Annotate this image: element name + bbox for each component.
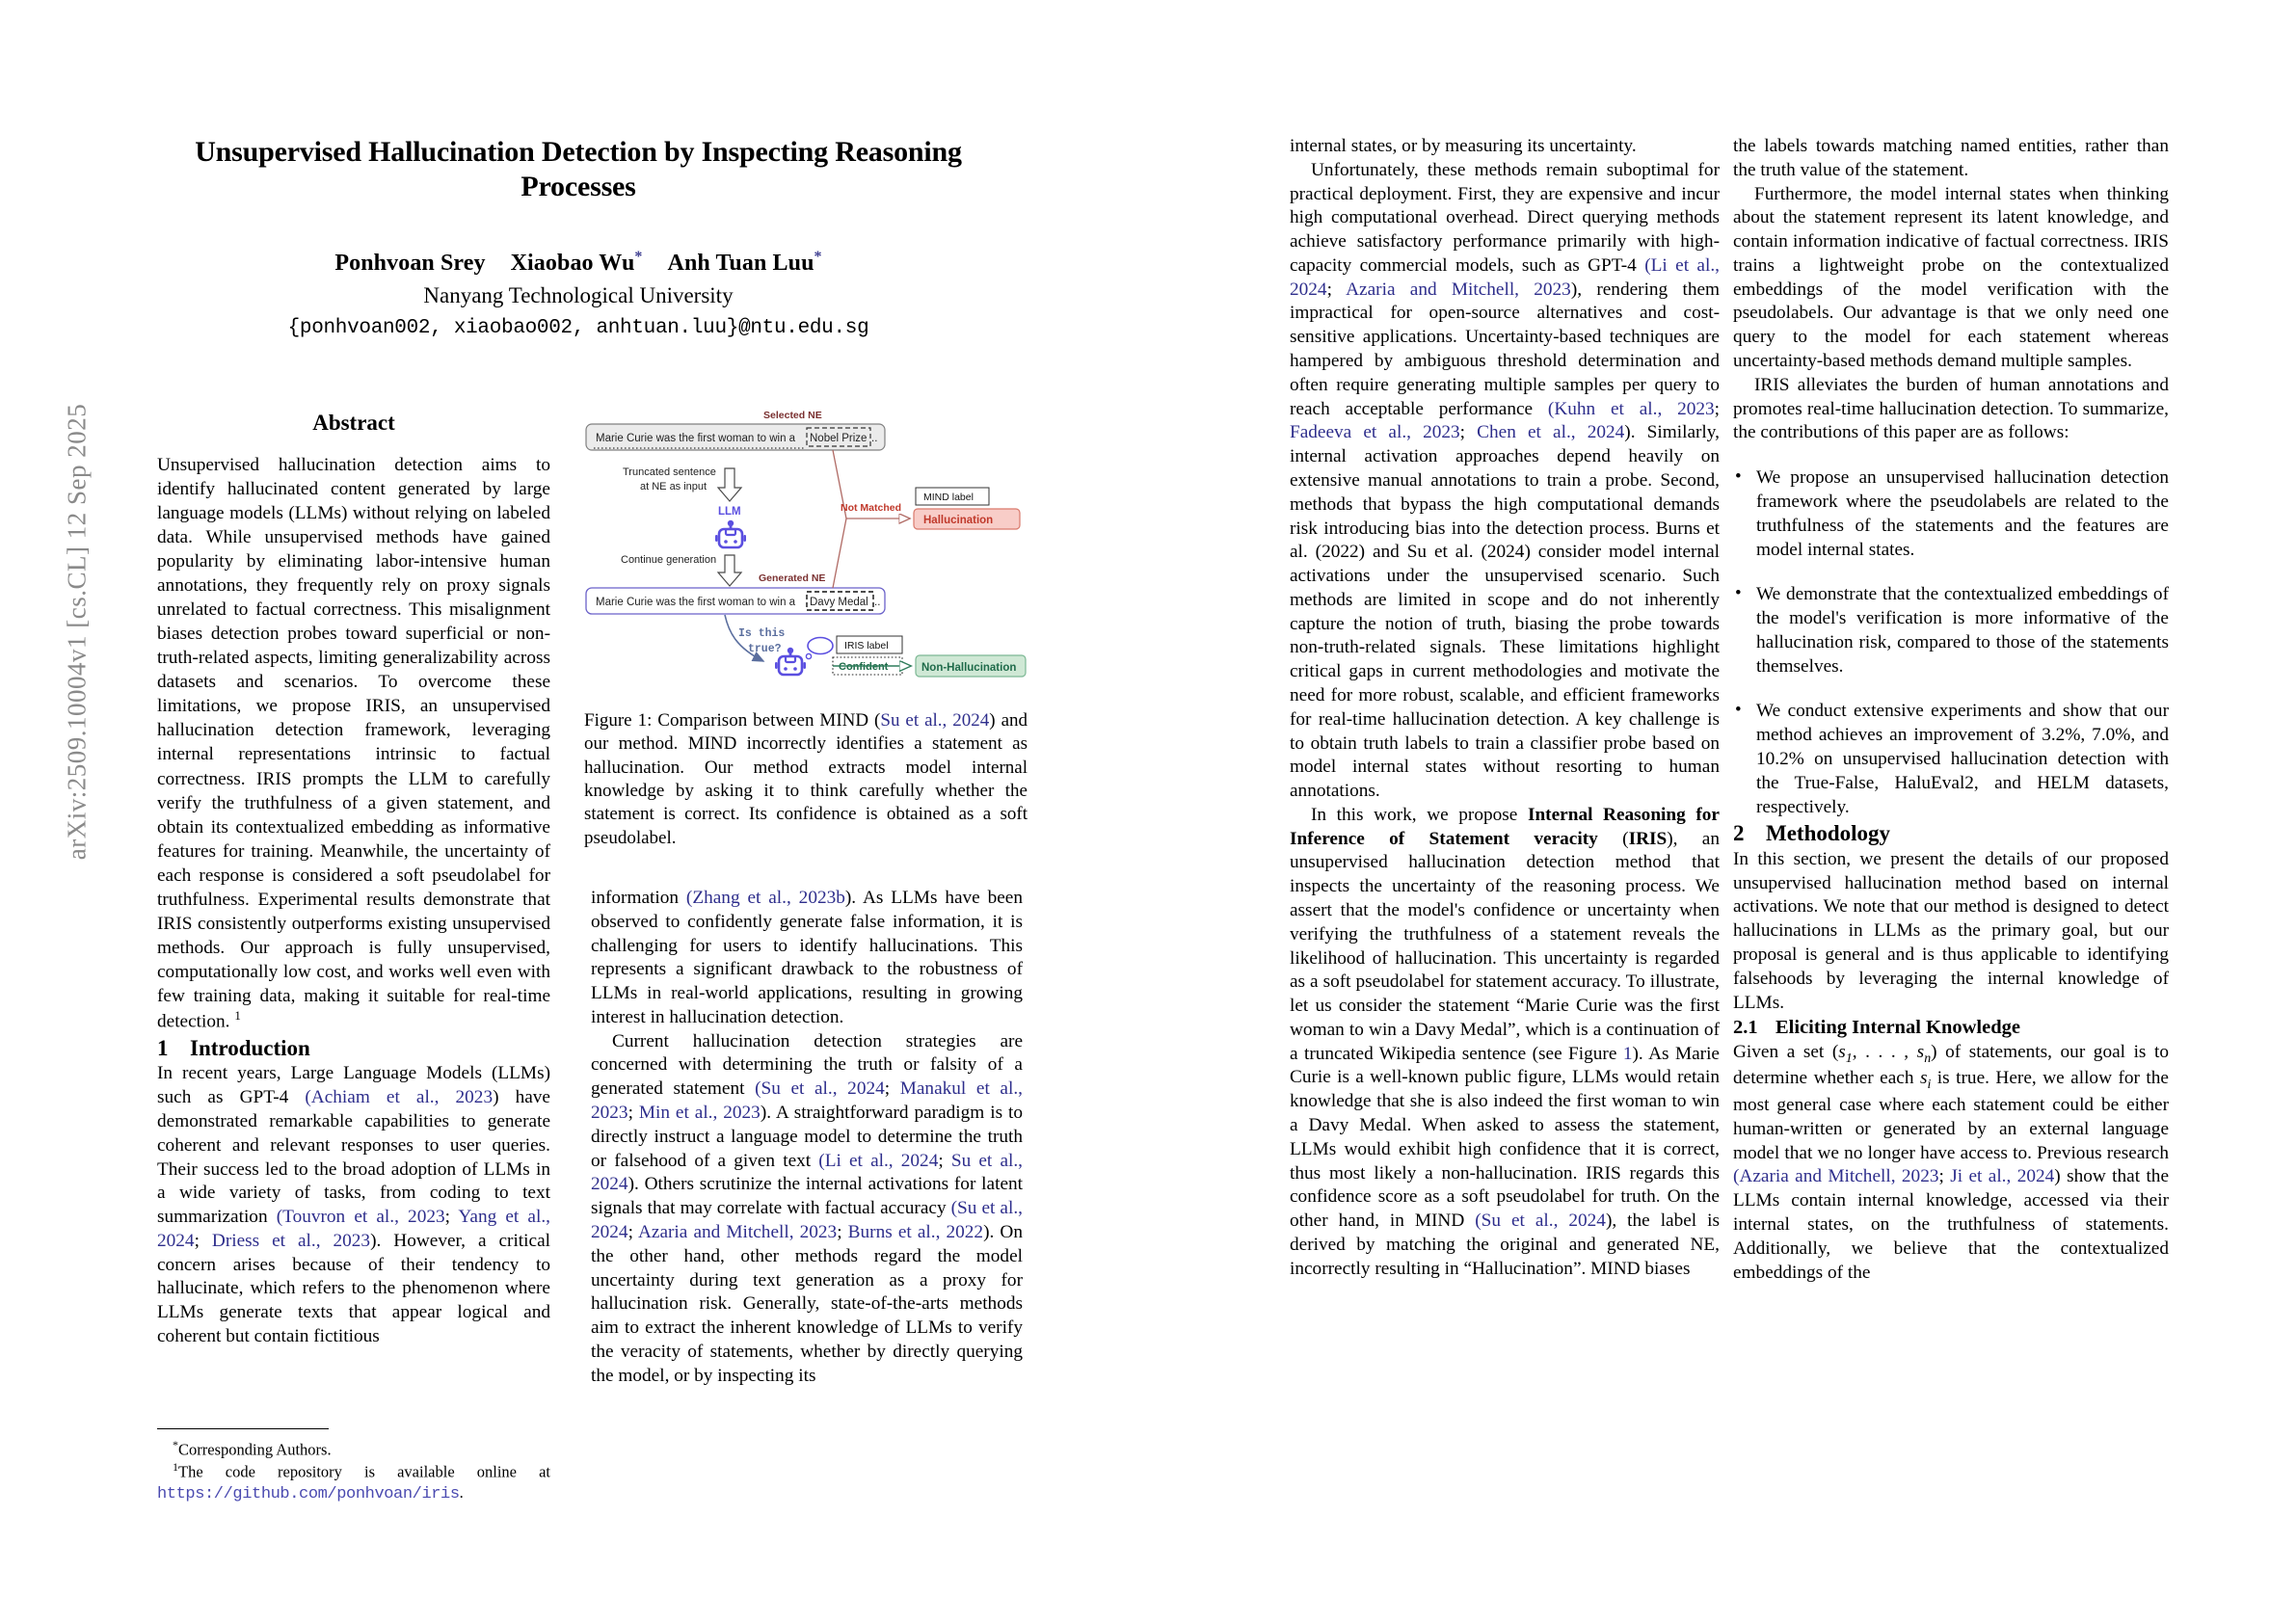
- citation-link[interactable]: Su et al., 2024: [591, 1150, 1023, 1195]
- iris-expansion: Internal Reasoning for Inference of Statement veracity: [1290, 804, 1720, 849]
- continue-generation-label: Continue generation: [621, 554, 717, 566]
- iris-acronym: IRIS: [1628, 828, 1668, 849]
- citation-link[interactable]: (Su et al., 2024: [591, 1198, 1023, 1242]
- title-block: [135, 135, 1022, 339]
- citation-link[interactable]: Driess et al., 2023: [211, 1230, 371, 1251]
- arxiv-stamp: arXiv:2509.10004v1 [cs.CL] 12 Sep 2025: [62, 403, 92, 861]
- affiliation: Nanyang Technological University: [423, 283, 734, 307]
- math-s1-sub: 1: [1845, 1051, 1853, 1066]
- paragraph: internal states, or by measuring its uncertainty.: [1290, 136, 1637, 156]
- subsection-number: 2.1: [1733, 1017, 1758, 1039]
- list-item: • We demonstrate that the contextualized embeddings of the model's verification is more informative of the hallucination risk, compared to those of the statements themselves.: [1733, 583, 2169, 678]
- text-a: Given a set (: [1733, 1041, 1839, 1062]
- paragraph: the labels towards matching named entities, rather than the truth value of the statement.: [1733, 136, 2169, 180]
- iris-label-text: IRIS label: [844, 640, 889, 652]
- generated-ne-text: Davy Medal: [810, 597, 868, 608]
- paragraph-iris-intro: [1290, 804, 1720, 1282]
- llm-label: LLM: [718, 506, 741, 518]
- column-1: [157, 409, 550, 1349]
- list-item: • We conduct extensive experiments and show that our method achieves an improvement of 3.2%, 7.0%, and 10.2% on unsupervised hallucination detection with the True-False, HaluEval2, and HELM datasets, respectively.: [1733, 700, 2169, 819]
- citation-link[interactable]: (Touvron et al., 2023: [276, 1207, 445, 1228]
- not-matched-label: Not Matched: [841, 502, 901, 514]
- section-heading-introduction: [157, 1034, 550, 1063]
- paragraph: Unfortunately, these methods remain suboptimal for practical deployment. First, they are expensive and incur high computational overhead. Direct querying methods achieve satisfactory performance primarily with high-capacity commercial models, such as GPT-4 (Li et al., 2024; Azaria and Mitchell, 2023), rendering them impractical for open-source alternatives and cost-sensitive applications. Uncertainty-based techniques are hampered by ambiguous threshold determination and often require generating multiple samples per query to reach acceptable performance (Kuhn et al., 2023; Fadeeva et al., 2023; Chen et al., 2024). Similarly, internal activation approaches depend heavily on extensive manual annotations to train a probe. Second, methods that bypass the high computational demands risk introducing bias into the detection process. Burns et al. (2022) and Su et al. (2024) consider model internal activations under the unsupervised scenario. Such methods are limited in scope and do not inherently capture the notion of truth, biasing the probe towards non-truth-related signals. These limitations highlight critical gaps in current methodologies and motivate the need for more robust, scalable, and efficient frameworks for real-time hallucination detection. A key challenge is to obtain truth labels to train a classifier probe based on model internal states without resorting to human annotations.: [1290, 159, 1721, 802]
- generated-sentence-text: Marie Curie was the first woman to win a: [596, 597, 796, 608]
- truncated-sentence-label-1: Truncated sentence: [623, 466, 716, 478]
- footnote-text: The code repository is available online at: [178, 1462, 550, 1481]
- citation-link[interactable]: (Achiam et al., 2023: [305, 1087, 494, 1108]
- is-this-true-label-1: Is this: [738, 627, 786, 640]
- footnote-block: [157, 1428, 550, 1505]
- math-sn: s: [1916, 1041, 1925, 1062]
- figure-caption: [584, 709, 1028, 850]
- text-post: ), an unsupervised hallucination detection method that inspects the uncertainty of the reasoning process. We assert that the model's confidence or uncertainty when verifying the truthfulness of a statement reveals the likelihood of hallucination. This uncertainty is regarded as a soft pseudolabel for statement accuracy. To illustrate, let us consider the statement “Marie Curie was the first woman to win a Davy Medal”, which is a continuation of a truncated Wikipedia sentence (see Figure 1). As Marie Curie is a well-known public figure, LLMs would retain knowledge that she is also indeed the first woman to win a Davy Medal. When asked to assess the statement, LLMs would exhibit high confidence that it is correct, thus most likely a non-hallucination. IRIS regards this confidence score as a soft pseudolabel for truth. On the other hand, in MIND (Su et al., 2024), the label is derived by matching the original and generated NE, incorrectly resulting in “Hallucination”. MIND biases: [1290, 828, 1720, 1279]
- author-emails: {ponhvoan002, xiaobao002, anhtuan.luu}@ntu.edu.sg: [287, 317, 869, 339]
- text-mid: (: [1597, 828, 1629, 849]
- paragraph: Current hallucination detection strategies are concerned with determining the truth or falsity of a generated statement (Su et al., 2024; Manakul et al., 2023; Min et al., 2023). A straightforward paradigm is to directly instruct a language model to determine the truth or falsehood of a given text (Li et al., 2024; Su et al., 2024). Others scrutinize the internal activations for latent signals that may correlate with factual accuracy (Su et al., 2024; Azaria and Mitchell, 2023; Burns et al., 2022). On the other hand, other methods regard the model uncertainty during text generation as a proxy for hallucination risk. Generally, state-of-the-arts methods aim to extract the inherent knowledge of LLMs to verify the veracity of statements, whether by directly querying the model, or by inspecting its: [591, 1030, 1024, 1386]
- confident-text: Confident: [839, 661, 889, 673]
- citation-link[interactable]: Burns et al., 2022: [847, 1221, 984, 1242]
- section-heading-methodology: [1733, 819, 2169, 848]
- paragraph: Furthermore, the model internal states when thinking about the statement represent its latent knowledge, and contain information indicative of factual correctness. IRIS trains a lightweight probe on the contextualized embeddings of the model verification with the pseudolabels. Our advantage is that we only need one query to the model for each statement whereas uncertainty-based methods demand multiple samples.: [1733, 183, 2169, 372]
- ellipsis-top: ..: [871, 433, 878, 444]
- citation-link[interactable]: Ji et al., 2024: [1950, 1166, 2055, 1187]
- footnote-corresponding: [157, 1438, 550, 1460]
- down-arrow-2: [718, 555, 741, 586]
- column-4: [1733, 135, 2169, 1285]
- column-3: [1290, 135, 1720, 1282]
- selected-ne-text: Nobel Prize: [810, 433, 868, 444]
- paragraph: In this section, we present the details of our proposed unsupervised hallucination method based on internal activations. We note that our method is designed to detect hallucinations in LLMs as the primary goal, but our proposal is general and is thus applicable to identifying falsehoods by leveraging the internal knowledge of LLMs.: [1733, 848, 2169, 1013]
- author-list: [135, 249, 1022, 277]
- author-1: Ponhvoan Srey: [334, 251, 486, 276]
- citation-link[interactable]: Min et al., 2023: [638, 1103, 761, 1124]
- paragraph: IRIS alleviates the burden of human annotations and promotes real-time hallucination detection. To summarize, the contributions of this paper are as follows:: [1733, 374, 2169, 443]
- repo-link[interactable]: https://github.com/ponhvoan/iris: [157, 1484, 460, 1503]
- original-sentence-text: Marie Curie was the first woman to win a: [596, 433, 796, 444]
- citation-link[interactable]: Yang et al., 2024: [157, 1207, 550, 1251]
- paragraph: information (Zhang et al., 2023b). As LLMs have been observed to confidently generate false information, it is challenging for users to identify hallucinations. This represents a significant drawback to the robustness of LLMs in real-world applications, resulting in growing interest in hallucination detection.: [591, 888, 1023, 1027]
- citation-link[interactable]: (Azaria and Mitchell, 2023: [1733, 1166, 1939, 1187]
- list-item: • We propose an unsupervised hallucination detection framework where the pseudolabels are related to the truthfulness of the statements and the features are model internal states.: [1733, 466, 2169, 562]
- non-hallucination-text: Non-Hallucination: [921, 662, 1017, 674]
- citation-link[interactable]: (Li et al., 2024: [818, 1150, 939, 1171]
- selected-ne-label: Selected NE: [763, 410, 822, 421]
- column-2: [591, 887, 1023, 1388]
- ellipsis-bottom: ..: [874, 597, 881, 608]
- abstract-footnote-marker: 1: [234, 1008, 241, 1024]
- page-title: Unsupervised Hallucination Detection by Inspecting Reasoning Processes: [195, 136, 962, 202]
- citation-link[interactable]: Chen et al., 2024: [1477, 422, 1625, 443]
- figure-diagram: [584, 405, 1028, 694]
- math-s1: s: [1838, 1041, 1846, 1062]
- paragraph: In recent years, Large Language Models (LLMs) such as GPT-4 (Achiam et al., 2023) have demonstrated remarkable capabilities to generate coherent and relevant responses to user queries. Their success led to the broad adoption of LLMs in a wide variety of tasks, from coding to text summarization (Touvron et al., 2023; Yang et al., 2024; Driess et al., 2023). However, a critical concern arises because of their tendency to hallucinate, which refers to the phenomenon where LLMs generate texts that appear logical and coherent but contain fictitious: [157, 1063, 550, 1346]
- thought-bubble-icon: [806, 638, 833, 659]
- section-number: 2: [1733, 821, 1745, 846]
- footnote-rule: [157, 1428, 329, 1429]
- figure-1: [584, 405, 1028, 850]
- citation-link[interactable]: (Li et al., 2024: [1290, 254, 1720, 300]
- figure-reference-link[interactable]: 1: [1622, 1043, 1633, 1064]
- abstract-text: Unsupervised hallucination detection aims to identify hallucinated content generated by large language models (LLMs) without relying on labeled data. While unsupervised methods have gained popularity by eliminating labor-intensive human annotations, they frequently rely on proxy signals unrelated to factual correctness. This misalignment biases detection probes toward superficial or non-truth-related aspects, limiting generalizability across datasets and scenarios. To overcome these limitations, we propose IRIS, an unsupervised hallucination detection framework, leveraging internal representations intrinsic to factual correctness. IRIS prompts the LLM to carefully verify the truthfulness of a given statement, and obtain its contextualized embedding as informative features for training. Meanwhile, the uncertainty of each response is considered a soft pseudolabel for truthfulness. Experimental results demonstrate that IRIS consistently outperforms existing unsupervised methods. Our approach is fully unsupervised, computationally low cost, and works well even with few training data, making it suitable for real-time detection.: [157, 454, 550, 1032]
- ne-match-connector: [833, 450, 846, 588]
- down-arrow-1: [718, 468, 741, 501]
- footnote-text: Corresponding Authors.: [178, 1440, 332, 1459]
- math-si-sub: i: [1927, 1078, 1932, 1093]
- llm-robot-icon-1: [715, 520, 746, 547]
- subsection-heading-eliciting: [1733, 1015, 2169, 1040]
- is-this-true-label-2: true?: [748, 643, 782, 655]
- text-b: , . . . ,: [1852, 1041, 1917, 1062]
- mind-label-text: MIND label: [923, 492, 974, 503]
- section-number: 1: [157, 1035, 169, 1060]
- paragraph-eliciting: [1733, 1041, 2169, 1286]
- truncated-sentence-label-2: at NE as input: [640, 481, 707, 492]
- citation-link[interactable]: Azaria and Mitchell, 2023: [637, 1221, 838, 1242]
- section-title: Methodology: [1766, 821, 1891, 846]
- footnote-marker-star: *: [173, 1438, 178, 1451]
- generated-ne-label: Generated NE: [759, 572, 826, 584]
- author-3: Anh Tuan Luu: [667, 251, 814, 276]
- hallucination-text: Hallucination: [923, 515, 994, 526]
- corresponding-star-2: *: [814, 249, 822, 265]
- text-c: ) of statements, our goal is to determine whether each: [1733, 1041, 2170, 1089]
- citation-link[interactable]: Fadeeva et al., 2023: [1290, 422, 1460, 443]
- citation-link[interactable]: Manakul et al., 2023: [591, 1078, 1023, 1124]
- section-title: Introduction: [190, 1035, 310, 1060]
- footnote-period: .: [459, 1482, 464, 1502]
- author-2: Xiaobao Wu: [510, 251, 635, 276]
- abstract-body: [157, 453, 550, 1034]
- text-pre: In this work, we propose: [1311, 804, 1528, 825]
- footnote-code-repo: [157, 1460, 550, 1505]
- abstract-heading: Abstract: [312, 411, 395, 435]
- contributions-list: [1733, 466, 2169, 819]
- math-sn-sub: n: [1924, 1051, 1932, 1066]
- text-d: is true. Here, we allow for the most general case where each statement could be either human-written or generated by an external language model that we no longer have access to. Previous research (Azaria and Mitchell, 2023; Ji et al., 2024) show that the LLMs contain internal knowledge, accessed via their internal states, on the truthfulness of statements. Additionally, we believe that the contextualized embeddings of the: [1733, 1068, 2169, 1283]
- citation-link[interactable]: (Su et al., 2024: [755, 1078, 885, 1100]
- citation-link[interactable]: (Kuhn et al., 2023: [1547, 398, 1715, 419]
- corresponding-star-1: *: [634, 249, 643, 265]
- caption-citation[interactable]: Su et al., 2024: [880, 710, 990, 731]
- caption-part-b: ) and our method. MIND incorrectly identifies a statement as hallucination. Our method extracts model internal knowledge by asking it to think carefully whether the statement is correct. Its confidence is obtained as a soft pseudolabel.: [584, 710, 1028, 848]
- caption-part-a: Figure 1: Comparison between MIND (: [584, 710, 881, 731]
- footnote-marker-one: 1: [173, 1459, 178, 1474]
- citation-link[interactable]: Azaria and Mitchell, 2023: [1346, 279, 1571, 300]
- subsection-title: Eliciting Internal Knowledge: [1775, 1017, 2020, 1039]
- citation-link[interactable]: (Zhang et al., 2023b: [685, 888, 845, 908]
- citation-link[interactable]: (Su et al., 2024: [1475, 1211, 1606, 1232]
- math-si: s: [1919, 1068, 1928, 1089]
